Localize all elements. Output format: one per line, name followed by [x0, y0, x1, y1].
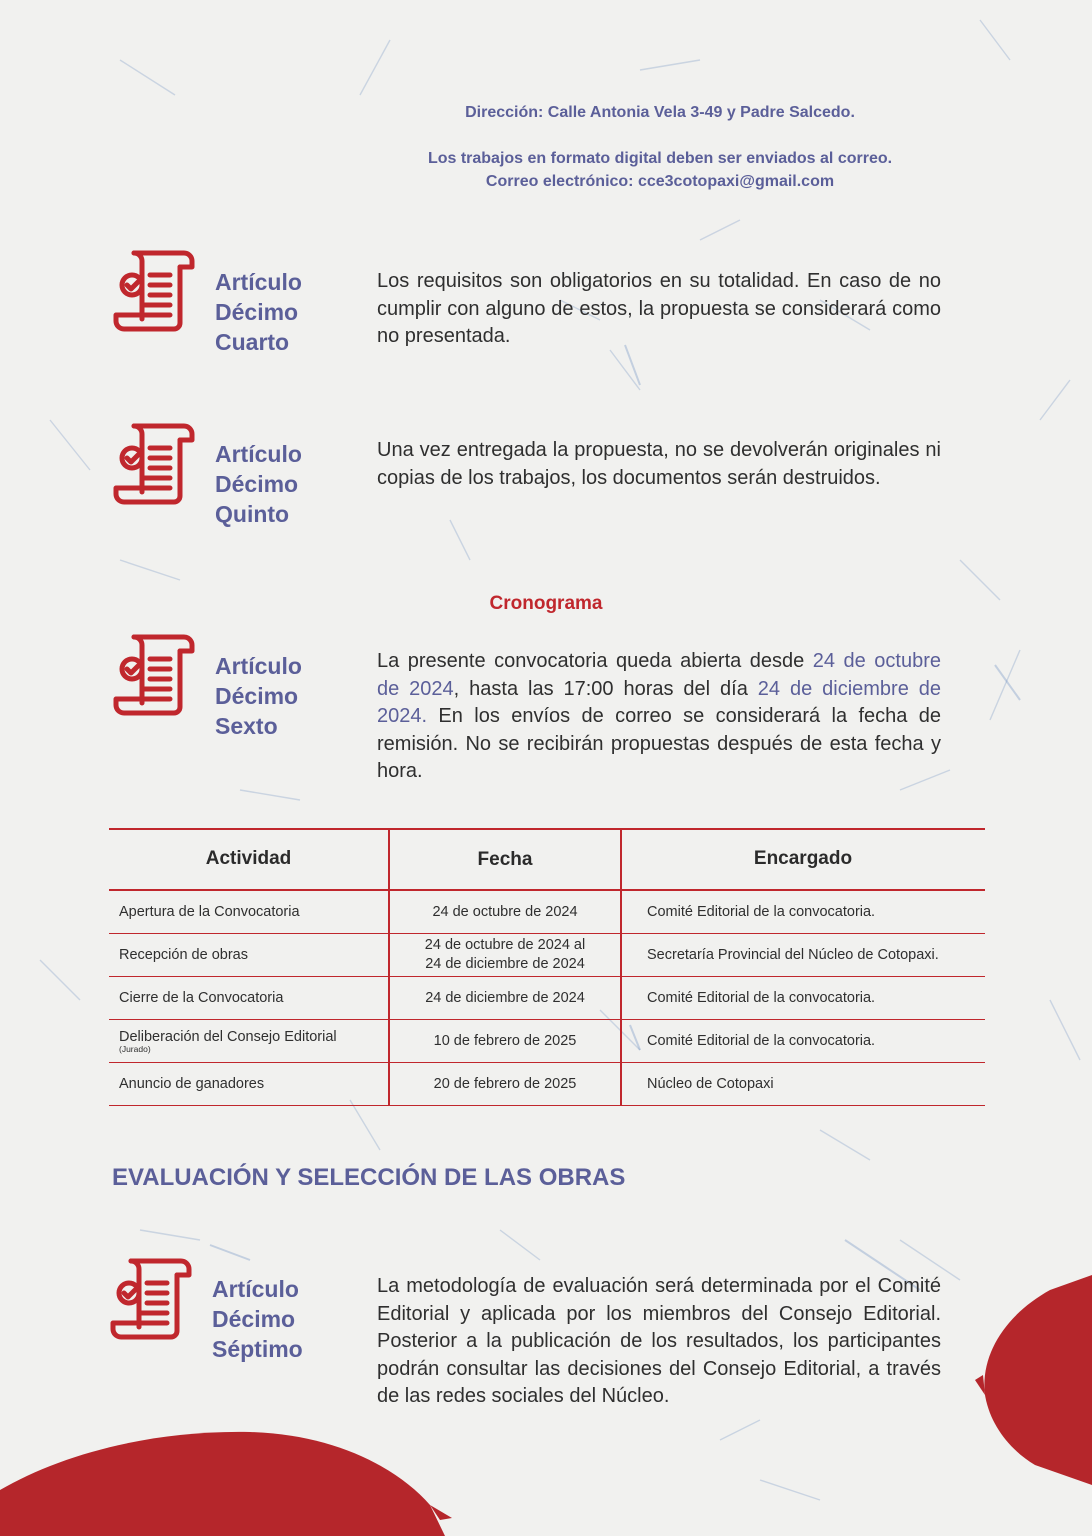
table-header-row [109, 829, 985, 890]
article-body: La metodología de evaluación será determinada por el Comité Editorial y aplicada por los miembros del Consejo Editorial. Posterior a la publicación de los resultados, los participantes podrán consultar las decisiones del Consejo Editorial, a través de las redes sociales del Núcleo. [377, 1275, 941, 1407]
scroll-document-check-icon [112, 420, 198, 506]
address-line: Dirección: Calle Antonia Vela 3-49 y Padre Salcedo. [465, 104, 855, 121]
article-body: Una vez entregada la propuesta, no se devolverán originales ni copias de los trabajos, los documentos serán destruidos. [377, 439, 941, 489]
section-heading: EVALUACIÓN Y SELECCIÓN DE LAS OBRAS [112, 1164, 626, 1191]
article-title: Artículo Décimo Quinto [215, 441, 302, 527]
column-header: Actividad [109, 829, 389, 890]
start-date: 24 de octubre de 2024 [377, 650, 941, 700]
table-row [109, 1063, 985, 1106]
owner-cell: Secretaría Provincial del Núcleo de Cotopaxi. [621, 934, 985, 977]
date-cell: 24 de octubre de 2024 al 24 de diciembre de 2024 [389, 934, 621, 977]
schedule-heading: Cronograma [489, 593, 603, 614]
column-header: Fecha [389, 829, 621, 890]
date-cell: 10 de febrero de 2025 [389, 1020, 621, 1063]
article-title: Artículo Décimo Séptimo [212, 1276, 303, 1362]
activity-cell: Apertura de la Convocatoria [109, 890, 389, 934]
owner-cell: Núcleo de Cotopaxi [621, 1063, 985, 1106]
schedule-table [109, 829, 985, 1106]
article-title: Artículo Décimo Cuarto [215, 269, 302, 355]
table-row [109, 1020, 985, 1063]
activity-cell: Cierre de la Convocatoria [109, 977, 389, 1020]
email-line: Correo electrónico: cce3cotopaxi@gmail.com [485, 173, 835, 190]
date-cell: 20 de febrero de 2025 [389, 1063, 621, 1106]
owner-cell: Comité Editorial de la convocatoria. [621, 890, 985, 934]
owner-cell: Comité Editorial de la convocatoria. [621, 977, 985, 1020]
article-title: Artículo Décimo Sexto [215, 653, 302, 739]
owner-cell: Comité Editorial de la convocatoria. [621, 1020, 985, 1063]
activity-cell: Deliberación del Consejo Editorial (Jurado) [109, 1020, 389, 1063]
table-row [109, 934, 985, 977]
article-body: Los requisitos son obligatorios en su totalidad. En caso de no cumplir con alguno de estos, la propuesta se considerará como no presentada. [377, 270, 941, 347]
red-brush-decoration-bottom [0, 1420, 460, 1536]
table-row [109, 890, 985, 934]
date-cell: 24 de octubre de 2024 [389, 890, 621, 934]
scroll-document-check-icon [109, 1255, 195, 1341]
activity-cell: Recepción de obras [109, 934, 389, 977]
red-brush-decoration-right [975, 1275, 1092, 1485]
activity-cell: Anuncio de ganadores [109, 1063, 389, 1106]
date-cell: 24 de diciembre de 2024 [389, 977, 621, 1020]
activity-note: (Jurado) [119, 1043, 151, 1054]
table-row [109, 977, 985, 1020]
digital-submission-note: Los trabajos en formato digital deben ser enviados al correo. [427, 150, 893, 167]
column-header: Encargado [621, 829, 985, 890]
end-date: 24 de diciembre de 2024. [377, 677, 942, 727]
article-body: La presente convocatoria queda abierta desde 24 de octubre de 2024, hasta las 17:00 horas del día 24 de diciembre de 2024. En los envíos de correo se considerará la fecha de remisión. No se recibirán propuestas después de esta fecha y hora. [377, 650, 942, 782]
scroll-document-check-icon [112, 247, 198, 333]
scroll-document-check-icon [112, 631, 198, 717]
